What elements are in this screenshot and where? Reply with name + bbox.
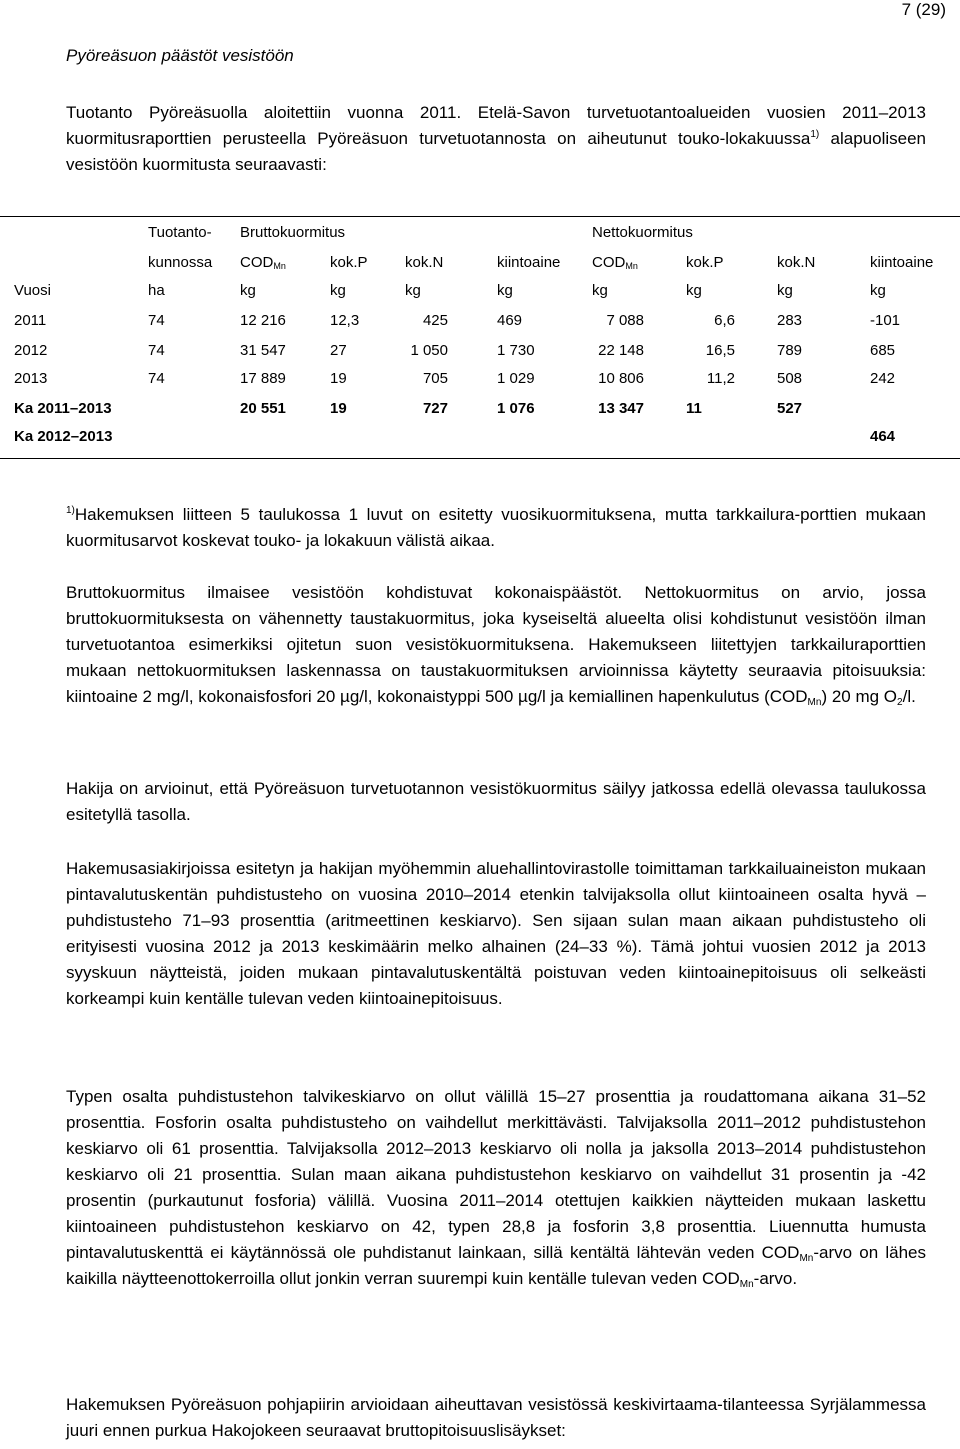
row-2013-kokn: 705 xyxy=(422,370,448,387)
paragraph-hakemus: Hakemusasiakirjoissa esitetyn ja hakijan myöhemmin aluehallintovirastolle toimittaman tarkkailuaineiston mukaan pintavalutuskentän puhdistusteho on vuosina 2010–2014 etenkin talvijaksolla ollut kiintoaineen osalta hyvä – puhdistusteho 71–93 prosenttia (aritmeettinen keskiarvo). Sen sijaan sulan maan aikaan puhdistusteho oli erityisesti vuosina 2012 ja 2013 keskimäärin melko alhainen (24–33 %). Tämä johtui vuosien 2012 ja 2013 syyskuun näytteistä, joiden mukaan pintavalutuskentältä poistuvan veden kiintoainepitoisuus oli selkeästi korkeampi kuin kentälle tulevan veden kiintoainepitoisuus. xyxy=(66,859,926,1008)
row-2011-vuosi: 2011 xyxy=(14,312,47,329)
unit-kg: kg xyxy=(777,282,793,299)
row-2012-cod: 31 547 xyxy=(240,342,286,359)
avg2-nkiinto: 464 xyxy=(870,428,896,445)
table-bottom-rule xyxy=(0,458,960,459)
header-cod: $COD_{Mn}$ xyxy=(240,254,286,271)
row-2011-kiinto: 469 xyxy=(497,312,523,329)
header-netto-cod: $COD_{Mn}$ xyxy=(592,254,638,271)
header-netto-kiintoaine: kiintoaine xyxy=(870,254,934,271)
avg1-label: Ka 2011–2013 xyxy=(14,400,112,417)
unit-kg: kg xyxy=(497,282,513,299)
row-2012-kokp: 27 xyxy=(330,342,347,359)
header-kokn: kok.N xyxy=(405,254,444,271)
paragraph-hakija: Hakija on arvioinut, että Pyöreäsuon turvetuotannon vesistökuormitus säilyy jatkossa edellä olevassa taulukossa esitetyllä tasolla. xyxy=(66,779,926,824)
row-2013-kokp: 19 xyxy=(330,370,347,387)
header-netto-kokp: kok.P xyxy=(686,254,724,271)
row-2011-nkokp: 6,6 xyxy=(714,312,735,329)
avg1-ncod: 13 347 xyxy=(598,400,644,417)
row-2012-nkokp: 16,5 xyxy=(705,342,735,359)
row-2012-kiinto: 1 730 xyxy=(497,342,535,359)
header-kunnossa: kunnossa xyxy=(148,254,213,271)
row-2013-kiinto: 1 029 xyxy=(497,370,535,387)
avg1-cod: 20 551 xyxy=(240,400,286,417)
avg1-kiinto: 1 076 xyxy=(497,400,535,417)
page-number: 7 (29) xyxy=(901,0,946,19)
row-2012-nkiinto: 685 xyxy=(870,342,896,359)
row-2013-ha: 74 xyxy=(148,370,165,387)
paragraph-typen: Typen osalta puhdistustehon talvikeskiarvo on ollut välillä 15–27 prosenttia ja roudattomana aikana 31–52 prosenttia. Fosforin osalta puhdistusteho on vaihdellut merkittävästi. Talvijaksolla 2011–2012 puhdistustehon keskiarvo oli 61 prosenttia. Talvijaksolla 2012–2013 keskiarvo oli nolla ja jaksolla 2013–2014 puhdistustehon keskiarvo oli 21 prosenttia. Sulan maan aikana puhdistustehon keskiarvo on vaihdellut 31 prosentin ja -42 prosentin (purkautunut fosforia) välillä. Vuosina 2011–2014 otettujen kaikkien näytteiden mukaan laskettu kiintoaineen puhdistustehon keskiarvo on 42, typen 28,8 ja fosforin 3,8 prosenttia. Liuennutta humusta pintavalutuskenttä ei käytännössä ole puhdistanut lainkaan, sillä kentältä lähtevän veden $COD_{Mn}$-arvo on lähes kaikilla näytteenottokerroilla ollut jonkin verran suurempi kuin kentälle tulevan veden $COD_{Mn}$-arvo. xyxy=(66,1087,926,1290)
row-2011-nkokn: 283 xyxy=(777,312,803,329)
section-heading: Pyöreäsuon päästöt vesistöön xyxy=(66,46,294,65)
unit-kg: kg xyxy=(330,282,346,299)
row-2013-vuosi: 2013 xyxy=(14,370,48,387)
header-netto-kokn: kok.N xyxy=(777,254,816,271)
row-2013-ncod: 10 806 xyxy=(598,370,644,387)
header-kiintoaine: kiintoaine xyxy=(497,254,561,271)
header-netto: Nettokuormitus xyxy=(592,224,693,241)
paragraph-brutto-netto: Bruttokuormitus ilmaisee vesistöön kohdistuvat kokonaispäästöt. Nettokuormitus on arvio, jossa bruttokuormituksesta on vähennetty taustakuormitus, joka kyseiseltä alueelta olisi kohdistunut vesistöön ilman turvetuotantoa esimerkiksi ojitetun suon vesistökuormituksena. Hakemukseen liitettyjen tarkkailuraporttien mukaan nettokuormituksen laskennassa on taustakuormituksen arvioinnissa käytetty seuraavia pitoisuuksia: kiintoaine 2 mg/l, kokonaisfosfori 20 µg/l, kokonaistyppi 500 µg/l ja kemiallinen hapenkulutus $(COD_{Mn})$ 20 mg $O_2/l$. xyxy=(66,583,926,708)
row-2011-kokn: 425 xyxy=(422,312,448,329)
row-2011-nkiinto: -101 xyxy=(870,312,901,329)
footnote: $^{1)}$Hakemuksen liitteen 5 taulukossa 1 luvut on esitetty vuosikuormituksena, mutta tarkkailura-porttien mukaan kuormitusarvot koskevat touko- ja lokakuun välistä aikaa. xyxy=(66,505,926,550)
row-2011-kokp: 12,3 xyxy=(330,312,360,329)
header-brutto: Bruttokuormitus xyxy=(240,224,346,241)
row-2012-vuosi: 2012 xyxy=(14,342,48,359)
row-2013-nkokn: 508 xyxy=(777,370,803,387)
header-tuotanto: Tuotanto- xyxy=(148,224,212,241)
avg1-nkokp: 11 xyxy=(686,400,702,417)
header-kokp: kok.P xyxy=(330,254,368,271)
row-2013-cod: 17 889 xyxy=(240,370,286,387)
avg2-label: Ka 2012–2013 xyxy=(14,428,113,445)
unit-kg: kg xyxy=(240,282,256,299)
table-top-rule xyxy=(0,216,960,217)
avg1-kokn: 727 xyxy=(422,400,448,417)
avg1-kokp: 19 xyxy=(330,400,347,417)
row-2013-nkokp: 11,2 xyxy=(706,370,735,387)
header-vuosi: Vuosi xyxy=(14,282,51,299)
row-2011-ha: 74 xyxy=(148,312,165,329)
row-2012-nkokn: 789 xyxy=(777,342,803,359)
row-2012-kokn: 1 050 xyxy=(410,342,448,359)
unit-ha: ha xyxy=(148,282,165,299)
emissions-table xyxy=(0,218,960,458)
intro-paragraph: Tuotanto Pyöreäsuolla aloitettiin vuonna 2011. Etelä-Savon turvetuotantoalueiden vuosien 2011–2013 kuormitusraporttien perusteella Pyöreäsuon turvetuotannosta on aiheutunut touko-lokakuussa$^{1)}$ alapuoliseen vesistöön kuormitusta seuraavasti: xyxy=(66,103,926,174)
unit-kg: kg xyxy=(405,282,421,299)
row-2011-ncod: 7 088 xyxy=(606,312,644,329)
avg1-nkokn: 527 xyxy=(777,400,803,417)
unit-kg: kg xyxy=(592,282,608,299)
unit-kg: kg xyxy=(686,282,702,299)
unit-kg: kg xyxy=(870,282,886,299)
row-2011-cod: 12 216 xyxy=(240,312,286,329)
row-2013-nkiinto: 242 xyxy=(870,370,896,387)
row-2012-ncod: 22 148 xyxy=(598,342,644,359)
paragraph-last: Hakemuksen Pyöreäsuon pohjapiirin arvioidaan aiheuttavan vesistössä keskivirtaama-tilanteessa Syrjälammessa juuri ennen purkua Hakojokeen seuraavat bruttopitoisuuslisäykset: xyxy=(66,1395,926,1440)
row-2012-ha: 74 xyxy=(148,342,165,359)
